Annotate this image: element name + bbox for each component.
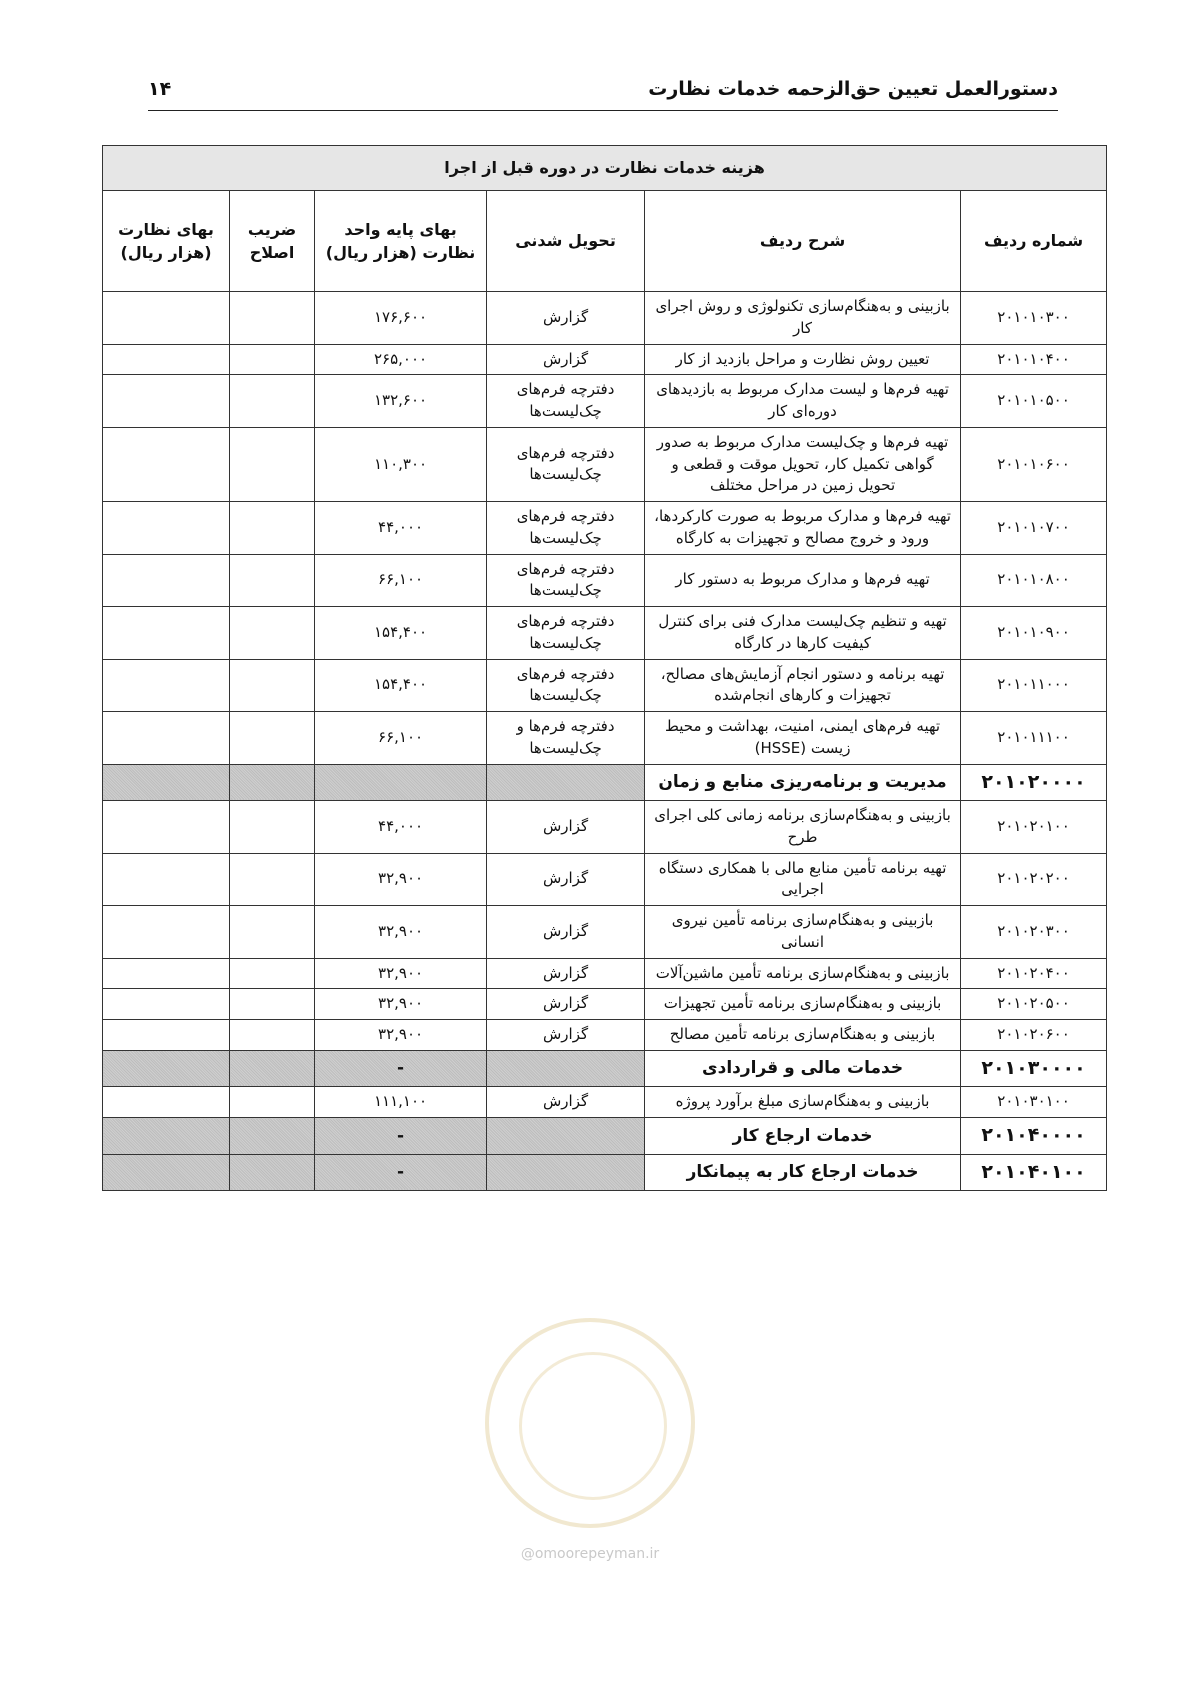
row-deliverable-cell: دفترچه فرم‌ها و چک‌لیست‌ها [487, 712, 645, 765]
row-coefficient-cell [230, 344, 315, 375]
row-description-cell: بازبینی و به‌هنگام‌سازی مبلغ برآورد پروژه [645, 1087, 961, 1118]
col-coefficient: ضریب اصلاح [230, 191, 315, 292]
row-base-price-cell: ۶۶,۱۰۰ [315, 554, 487, 607]
row-base-price-cell: - [315, 1154, 487, 1191]
row-supervision-price-cell [103, 906, 230, 959]
row-description-cell: بازبینی و به‌هنگام‌سازی برنامه زمانی کلی اجرای طرح [645, 801, 961, 854]
col-deliverable: تحویل شدنی [487, 191, 645, 292]
row-supervision-price-cell [103, 958, 230, 989]
row-base-price-cell: ۲۶۵,۰۰۰ [315, 344, 487, 375]
table-row [103, 659, 1107, 712]
row-supervision-price-cell [103, 659, 230, 712]
table-row [103, 1087, 1107, 1118]
row-base-price-cell: ۴۴,۰۰۰ [315, 801, 487, 854]
row-description-cell: بازبینی و به‌هنگام‌سازی برنامه تأمین تجهیزات [645, 989, 961, 1020]
row-deliverable-cell: گزارش [487, 1087, 645, 1118]
table-row [103, 292, 1107, 345]
row-base-price-cell: ۴۴,۰۰۰ [315, 502, 487, 555]
row-description-cell: بازبینی و به‌هنگام‌سازی برنامه تأمین ماشین‌آلات [645, 958, 961, 989]
row-supervision-price-cell [103, 1154, 230, 1191]
row-code-cell: ۲۰۱۰۱۰۳۰۰ [961, 292, 1107, 345]
row-deliverable-cell: گزارش [487, 344, 645, 375]
row-description-cell: تهیه برنامه و دستور انجام آزمایش‌های مصالح، تجهیزات و کارهای انجام‌شده [645, 659, 961, 712]
section-row [103, 764, 1107, 801]
section-row [103, 1154, 1107, 1191]
row-code-cell: ۲۰۱۰۱۰۴۰۰ [961, 344, 1107, 375]
row-supervision-price-cell [103, 427, 230, 501]
row-coefficient-cell [230, 958, 315, 989]
row-coefficient-cell [230, 712, 315, 765]
row-code-cell: ۲۰۱۰۱۰۶۰۰ [961, 427, 1107, 501]
col-supervision-price: بهای نظارت (هزار ریال) [103, 191, 230, 292]
row-deliverable-cell: گزارش [487, 958, 645, 989]
row-code-cell: ۲۰۱۰۲۰۳۰۰ [961, 906, 1107, 959]
watermark-site: @omoorepeyman.ir [520, 1546, 660, 1562]
row-base-price-cell: ۱۱۱,۱۰۰ [315, 1087, 487, 1118]
row-base-price-cell: ۳۲,۹۰۰ [315, 853, 487, 906]
row-deliverable-cell: گزارش [487, 292, 645, 345]
row-coefficient-cell [230, 554, 315, 607]
row-deliverable-cell: گزارش [487, 1020, 645, 1051]
row-supervision-price-cell [103, 292, 230, 345]
table-row [103, 958, 1107, 989]
row-description-cell: تهیه فرم‌ها و چک‌لیست مدارک مربوط به صدور گواهی تکمیل کار، تحویل موقت و قطعی و تحویل زمین در مراحل مختلف [645, 427, 961, 501]
table-row [103, 712, 1107, 765]
row-code-cell: ۲۰۱۰۲۰۵۰۰ [961, 989, 1107, 1020]
row-base-price-cell: ۱۵۴,۴۰۰ [315, 659, 487, 712]
table-row [103, 801, 1107, 854]
row-base-price-cell: ۱۱۰,۳۰۰ [315, 427, 487, 501]
row-code-cell: ۲۰۱۰۲۰۴۰۰ [961, 958, 1107, 989]
table-row [103, 906, 1107, 959]
row-supervision-price-cell [103, 502, 230, 555]
row-supervision-price-cell [103, 764, 230, 801]
row-code-cell: ۲۰۱۰۴۰۰۰۰ [961, 1118, 1107, 1155]
row-deliverable-cell: گزارش [487, 989, 645, 1020]
row-supervision-price-cell [103, 1020, 230, 1051]
row-description-cell: بازبینی و به‌هنگام‌سازی برنامه تأمین نیروی انسانی [645, 906, 961, 959]
row-supervision-price-cell [103, 375, 230, 428]
row-coefficient-cell [230, 502, 315, 555]
row-base-price-cell: ۳۲,۹۰۰ [315, 958, 487, 989]
table-row [103, 344, 1107, 375]
table-row [103, 427, 1107, 501]
row-deliverable-cell [487, 1154, 645, 1191]
row-deliverable-cell [487, 1118, 645, 1155]
row-description-cell: تهیه فرم‌های ایمنی، امنیت، بهداشت و محیط زیست (HSSE) [645, 712, 961, 765]
watermark-stamp [485, 1318, 695, 1528]
row-base-price-cell: ۱۷۶,۶۰۰ [315, 292, 487, 345]
row-deliverable-cell [487, 1050, 645, 1087]
section-row [103, 1050, 1107, 1087]
row-description-cell: خدمات ارجاع کار به پیمانکار [645, 1154, 961, 1191]
row-code-cell: ۲۰۱۰۱۱۰۰۰ [961, 659, 1107, 712]
row-supervision-price-cell [103, 1118, 230, 1155]
row-supervision-price-cell [103, 344, 230, 375]
row-coefficient-cell [230, 764, 315, 801]
row-code-cell: ۲۰۱۰۱۰۷۰۰ [961, 502, 1107, 555]
row-description-cell: تهیه و تنظیم چک‌لیست مدارک فنی برای کنترل کیفیت کارها در کارگاه [645, 607, 961, 660]
row-coefficient-cell [230, 989, 315, 1020]
table-caption: هزینه خدمات نظارت در دوره قبل از اجرا [103, 146, 1107, 191]
row-description-cell: بازبینی و به‌هنگام‌سازی برنامه تأمین مصالح [645, 1020, 961, 1051]
row-code-cell: ۲۰۱۰۳۰۱۰۰ [961, 1087, 1107, 1118]
cost-table [102, 145, 1107, 1191]
row-description-cell: بازبینی و به‌هنگام‌سازی تکنولوژی و روش اجرای کار [645, 292, 961, 345]
table-row [103, 554, 1107, 607]
row-coefficient-cell [230, 659, 315, 712]
table-row [103, 989, 1107, 1020]
table-row [103, 1020, 1107, 1051]
row-supervision-price-cell [103, 1087, 230, 1118]
row-deliverable-cell: دفترچه فرم‌های چک‌لیست‌ها [487, 502, 645, 555]
row-base-price-cell: ۳۲,۹۰۰ [315, 906, 487, 959]
row-description-cell: خدمات مالی و قراردادی [645, 1050, 961, 1087]
table-row [103, 607, 1107, 660]
row-supervision-price-cell [103, 801, 230, 854]
row-coefficient-cell [230, 1154, 315, 1191]
row-base-price-cell: - [315, 1050, 487, 1087]
row-description-cell: مدیریت و برنامه‌ریزی منابع و زمان [645, 764, 961, 801]
row-code-cell: ۲۰۱۰۱۰۸۰۰ [961, 554, 1107, 607]
row-base-price-cell: ۱۵۴,۴۰۰ [315, 607, 487, 660]
row-code-cell: ۲۰۱۰۲۰۰۰۰ [961, 764, 1107, 801]
row-description-cell: خدمات ارجاع کار [645, 1118, 961, 1155]
row-description-cell: تهیه فرم‌ها و مدارک مربوط به دستور کار [645, 554, 961, 607]
row-deliverable-cell: دفترچه فرم‌های چک‌لیست‌ها [487, 375, 645, 428]
row-supervision-price-cell [103, 1050, 230, 1087]
row-supervision-price-cell [103, 712, 230, 765]
row-deliverable-cell: دفترچه فرم‌های چک‌لیست‌ها [487, 607, 645, 660]
row-code-cell: ۲۰۱۰۳۰۰۰۰ [961, 1050, 1107, 1087]
table-header-row [103, 191, 1107, 292]
row-base-price-cell: ۶۶,۱۰۰ [315, 712, 487, 765]
row-base-price-cell: ۳۲,۹۰۰ [315, 989, 487, 1020]
row-coefficient-cell [230, 853, 315, 906]
section-row [103, 1118, 1107, 1155]
row-description-cell: تعیین روش نظارت و مراحل بازدید از کار [645, 344, 961, 375]
row-base-price-cell: ۱۳۲,۶۰۰ [315, 375, 487, 428]
row-coefficient-cell [230, 375, 315, 428]
row-coefficient-cell [230, 1050, 315, 1087]
row-supervision-price-cell [103, 554, 230, 607]
row-deliverable-cell: گزارش [487, 853, 645, 906]
row-coefficient-cell [230, 292, 315, 345]
row-coefficient-cell [230, 801, 315, 854]
table-row [103, 502, 1107, 555]
row-supervision-price-cell [103, 853, 230, 906]
row-base-price-cell: - [315, 1118, 487, 1155]
page-header [148, 78, 1058, 111]
row-deliverable-cell [487, 764, 645, 801]
row-supervision-price-cell [103, 989, 230, 1020]
row-coefficient-cell [230, 906, 315, 959]
row-code-cell: ۲۰۱۰۲۰۱۰۰ [961, 801, 1107, 854]
row-deliverable-cell: گزارش [487, 906, 645, 959]
row-description-cell: تهیه فرم‌ها و لیست مدارک مربوط به بازدیدهای دوره‌ای کار [645, 375, 961, 428]
col-base-price: بهای پایه واحد نظارت (هزار ریال) [315, 191, 487, 292]
row-supervision-price-cell [103, 607, 230, 660]
col-description: شرح ردیف [645, 191, 961, 292]
row-coefficient-cell [230, 1118, 315, 1155]
row-deliverable-cell: گزارش [487, 801, 645, 854]
table-body [103, 292, 1107, 1191]
document-title: دستورالعمل تعیین حق‌الزحمه خدمات نظارت [648, 78, 1058, 100]
row-base-price-cell: ۳۲,۹۰۰ [315, 1020, 487, 1051]
row-coefficient-cell [230, 1020, 315, 1051]
table-row [103, 375, 1107, 428]
row-code-cell: ۲۰۱۰۲۰۲۰۰ [961, 853, 1107, 906]
row-description-cell: تهیه فرم‌ها و مدارک مربوط به صورت کارکردها، ورود و خروج مصالح و تجهیزات به کارگاه [645, 502, 961, 555]
row-code-cell: ۲۰۱۰۱۱۱۰۰ [961, 712, 1107, 765]
row-code-cell: ۲۰۱۰۴۰۱۰۰ [961, 1154, 1107, 1191]
row-description-cell: تهیه برنامه تأمین منابع مالی با همکاری دستگاه اجرایی [645, 853, 961, 906]
page-number: ۱۴ [148, 78, 172, 100]
row-deliverable-cell: دفترچه فرم‌های چک‌لیست‌ها [487, 554, 645, 607]
col-row-number: شماره ردیف [961, 191, 1107, 292]
row-coefficient-cell [230, 427, 315, 501]
row-deliverable-cell: دفترچه فرم‌های چک‌لیست‌ها [487, 659, 645, 712]
row-base-price-cell [315, 764, 487, 801]
table-row [103, 853, 1107, 906]
row-code-cell: ۲۰۱۰۱۰۹۰۰ [961, 607, 1107, 660]
row-deliverable-cell: دفترچه فرم‌های چک‌لیست‌ها [487, 427, 645, 501]
row-code-cell: ۲۰۱۰۲۰۶۰۰ [961, 1020, 1107, 1051]
row-coefficient-cell [230, 607, 315, 660]
row-coefficient-cell [230, 1087, 315, 1118]
row-code-cell: ۲۰۱۰۱۰۵۰۰ [961, 375, 1107, 428]
